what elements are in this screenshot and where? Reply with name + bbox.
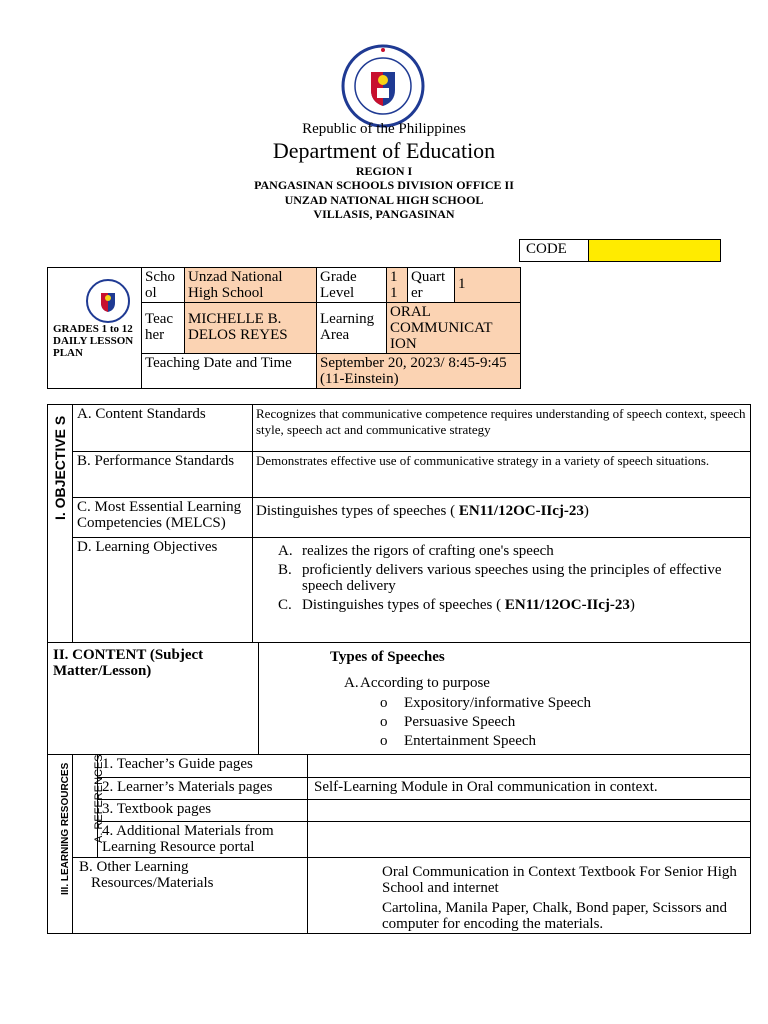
- plan-label: GRADES 1 to 12 DAILY LESSON PLAN: [53, 323, 134, 359]
- grade-value: 1 1: [387, 268, 408, 303]
- ref-row-label: 1. Teacher’s Guide pages: [98, 755, 308, 778]
- republic-text: Republic of the Philippines: [302, 121, 466, 137]
- ref-row-label: 4. Additional Materials from Learning Resource portal: [98, 822, 308, 858]
- ref-row-value: Self-Learning Module in Oral communication in context.: [308, 778, 751, 800]
- objectives-section-cell: [48, 405, 73, 643]
- melcs-label: [73, 498, 253, 538]
- ref-row-label: 3. Textbook pages: [98, 800, 308, 822]
- content-standards-value: Recognizes that communicative competence requires understanding of speech context, speech style, speech act and communicative strategy: [253, 405, 751, 452]
- content-label: II. CONTENT (Subject Matter/Lesson): [48, 643, 259, 755]
- resources-section-label: III. LEARNING RESOURCES: [60, 762, 71, 895]
- ref-row-label: 2. Learner’s Materials pages: [98, 778, 308, 800]
- code-label: CODE: [520, 240, 589, 262]
- learning-objective-item: C. Distinguishes types of speeches ( EN11/12OC-IIcj-23): [278, 597, 635, 613]
- references-cell: [73, 754, 105, 858]
- content-items-list: [262, 695, 747, 749]
- performance-standards-value: Demonstrates effective use of communicative strategy in a variety of speech situations.: [253, 452, 751, 498]
- other-resource-item: Cartolina, Manila Paper, Chalk, Bond paper, Scissors and computer for encoding the materials.: [382, 900, 727, 932]
- plan-cell: [48, 268, 142, 389]
- performance-standards-label: B. Performance Standards: [73, 452, 253, 498]
- quarter-label: Quart er: [408, 268, 455, 303]
- learning-objectives-label: D. Learning Objectives: [73, 538, 253, 643]
- deped-seal: [341, 44, 425, 128]
- content-sub: A. According to purpose: [344, 675, 490, 691]
- division-text: PANGASINAN SCHOOLS DIVISION OFFICE II: [254, 178, 514, 192]
- learning-objectives-list: [256, 543, 747, 613]
- objectives-table: [47, 404, 751, 643]
- deped-seal-small: [85, 278, 131, 324]
- references-label: A. REFERENCES: [93, 754, 105, 843]
- content-standards-label: A. Content Standards: [73, 405, 253, 452]
- content-item: o Expository/informative Speech: [380, 695, 592, 711]
- date-label: Teaching Date and Time: [142, 354, 317, 389]
- other-resources-label: B. Other Learning Resources/Materials: [73, 858, 308, 934]
- melcs-value: [253, 498, 751, 538]
- content-title: Types of Speeches: [330, 649, 445, 665]
- resources-section-cell: [48, 755, 73, 934]
- content-table: [47, 642, 751, 755]
- learning-objective-item: B. proficiently delivers various speeches using the principles of effective speech delivery: [278, 562, 722, 594]
- content-item: o Persuasive Speech: [380, 714, 516, 730]
- ref-row-value: [308, 800, 751, 822]
- quarter-value: 1: [455, 268, 521, 303]
- teacher-label: Teac her: [142, 303, 185, 354]
- code-table: [519, 239, 721, 262]
- lesson-info-table: [47, 267, 521, 389]
- school-text: UNZAD NATIONAL HIGH SCHOOL: [284, 193, 484, 207]
- ref-row-value: [308, 755, 751, 778]
- area-value: ORAL COMMUNICAT ION: [387, 303, 521, 354]
- content-value: [259, 643, 751, 755]
- school-value: Unzad National High School: [185, 268, 317, 303]
- other-resource-item: Oral Communication in Context Textbook For Senior High School and internet: [382, 864, 737, 896]
- learning-objectives-value: [253, 538, 751, 643]
- learning-objective-item: A. realizes the rigors of crafting one's speech: [278, 543, 554, 559]
- melcs-value-suffix: ): [583, 503, 589, 519]
- resources-table: [47, 754, 751, 934]
- location-text: VILLASIS, PANGASINAN: [313, 207, 455, 221]
- department-title: Department of Education: [272, 138, 496, 163]
- code-value[interactable]: [589, 240, 721, 262]
- ref-row-value: [308, 822, 751, 858]
- region-text: REGION I: [355, 164, 413, 178]
- melcs-label-text: C. Most Essential Learning Competencies (MELCS): [77, 499, 242, 531]
- date-value: September 20, 2023/ 8:45-9:45 (11-Einstein): [317, 354, 521, 389]
- other-resources-value: [308, 858, 751, 934]
- teacher-value: MICHELLE B. DELOS REYES: [185, 303, 317, 354]
- grade-label: Grade Level: [317, 268, 387, 303]
- content-item: o Entertainment Speech: [380, 733, 537, 749]
- objectives-section-label: I. OBJECTIVE S: [52, 415, 68, 520]
- school-label: Scho ol: [142, 268, 185, 303]
- area-label: Learning Area: [317, 303, 387, 354]
- melcs-code: EN11/12OC-IIcj-23: [458, 503, 584, 519]
- melcs-value-prefix: Distinguishes types of speeches (: [256, 503, 459, 519]
